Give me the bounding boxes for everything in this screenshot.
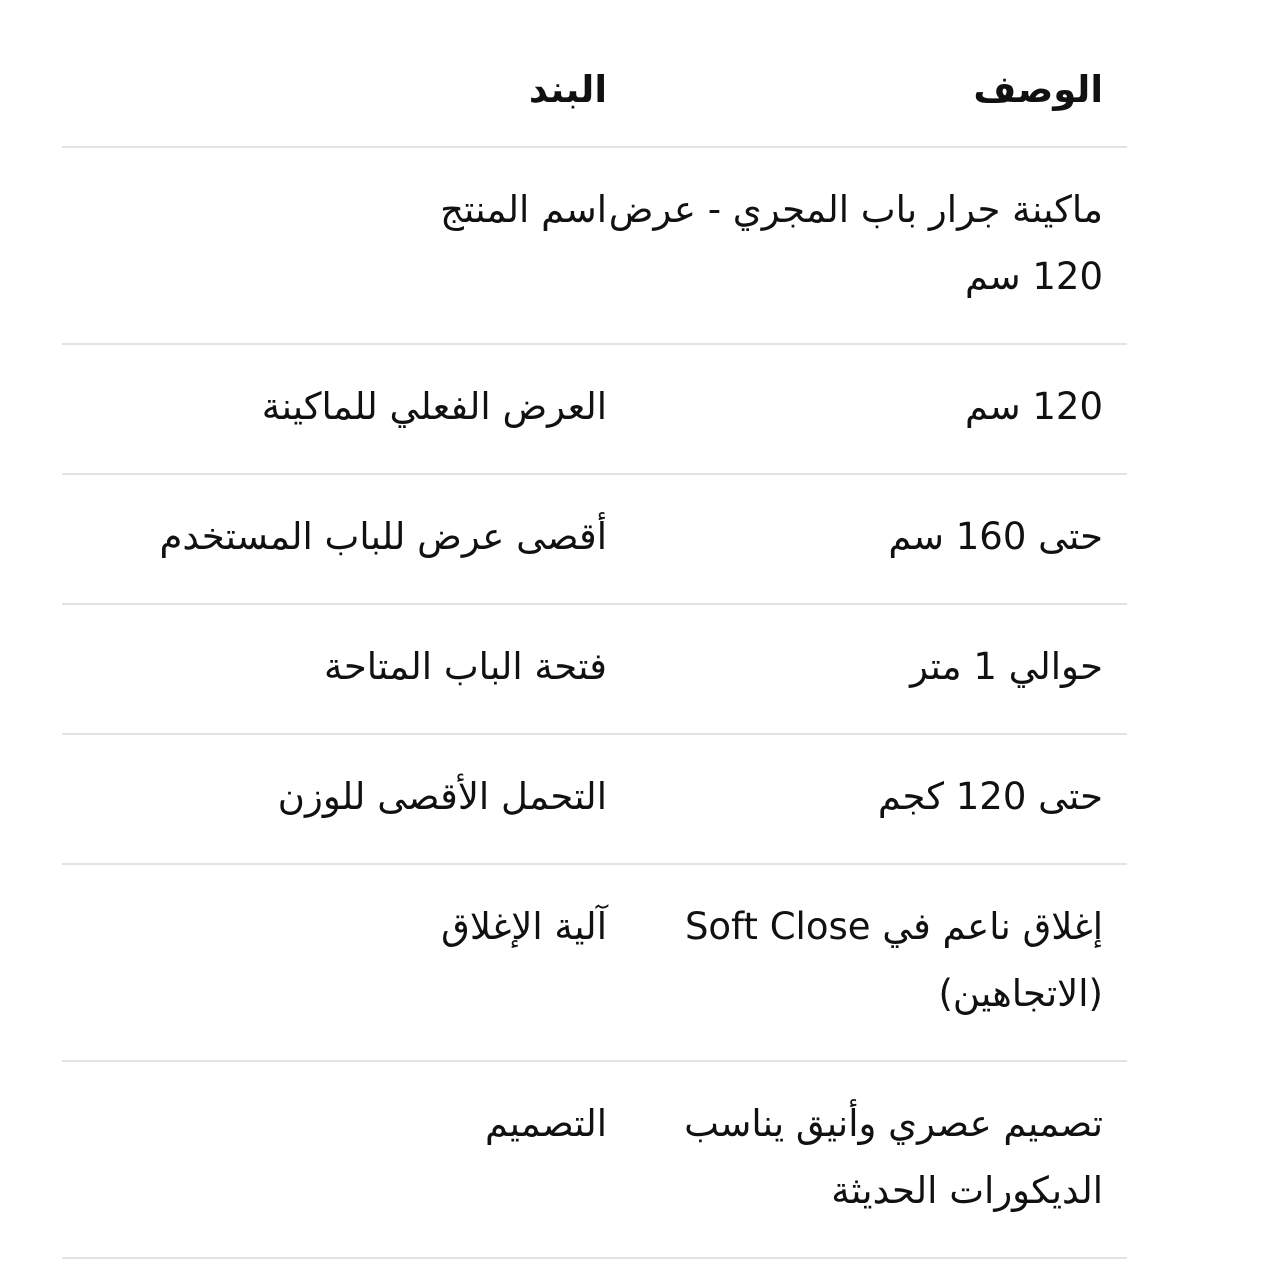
item-cell: آلية الإغلاق: [62, 864, 607, 1061]
table-row: [62, 864, 1127, 1061]
description-cell: حوالي 1 متر: [607, 604, 1127, 734]
table-row: [62, 1061, 1127, 1258]
table-row: [62, 734, 1127, 864]
description-cell: ماكينة جرار باب المجري - عرض 120 سم: [607, 147, 1127, 344]
description-cell: حتى 120 كجم: [607, 734, 1127, 864]
description-cell: تصميم عصري وأنيق يناسب الديكورات الحديثة: [607, 1061, 1127, 1258]
item-cell: اسم المنتج: [62, 147, 607, 344]
description-cell: حتى 160 سم: [607, 474, 1127, 604]
specifications-table: [62, 48, 1127, 1259]
item-cell: فتحة الباب المتاحة: [62, 604, 607, 734]
column-header-item: البند: [62, 48, 607, 147]
table-row: [62, 604, 1127, 734]
column-header-description: الوصف: [607, 48, 1127, 147]
description-cell: إغلاق ناعم في Soft Close (الاتجاهين): [607, 864, 1127, 1061]
table-row: [62, 147, 1127, 344]
item-cell: التحمل الأقصى للوزن: [62, 734, 607, 864]
table-body: [62, 147, 1127, 1258]
header-row: [62, 48, 1127, 147]
item-cell: أقصى عرض للباب المستخدم: [62, 474, 607, 604]
item-cell: التصميم: [62, 1061, 607, 1258]
item-cell: العرض الفعلي للماكينة: [62, 344, 607, 474]
table-row: [62, 344, 1127, 474]
table-header: [62, 48, 1127, 147]
table-row: [62, 474, 1127, 604]
description-cell: 120 سم: [607, 344, 1127, 474]
